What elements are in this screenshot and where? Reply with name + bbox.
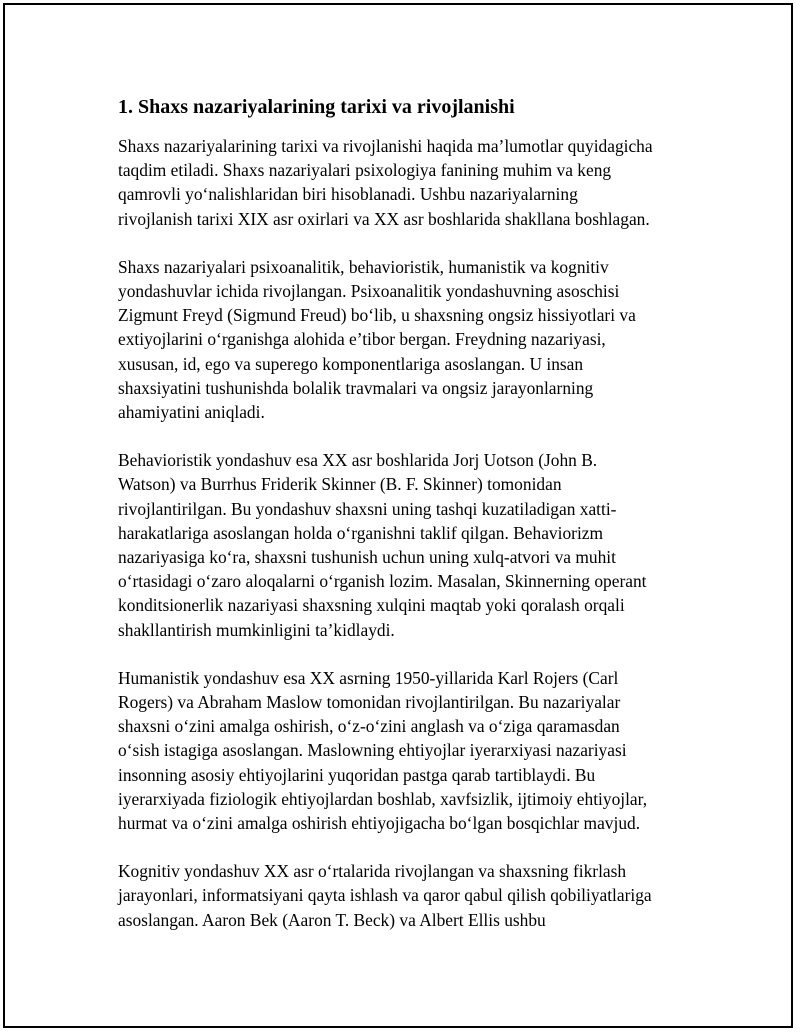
text-line: extiyojlarini o‘rganishga alohida e’tibor bergan. Freydning nazariyasi, (118, 329, 606, 350)
text-line: konditsionerlik nazariyasi shaxsning xulqini maqtab yoki qoralash orqali (118, 595, 625, 616)
text-line: Shaxs nazariyalarining tarixi va rivojlanishi haqida ma’lumotlar quyidagicha (118, 136, 653, 156)
text-line: ahamiyatini aniqladi. (118, 402, 265, 423)
paragraph-humanistic (118, 666, 698, 835)
text-line: taqdim etiladi. Shaxs nazariyalari psixologiya fanining muhim va keng (118, 160, 612, 181)
text-line: Watson) va Burrhus Friderik Skinner (B. F. Skinner) tomonidan (118, 474, 562, 495)
text-line: iyerarxiyada fiziologik ehtiyojlardan boshlab, xavfsizlik, ijtimoiy ehtiyojlar, (118, 788, 648, 809)
text-line: asoslangan. Aaron Bek (Aaron T. Beck) va Albert Ellis ushbu (118, 909, 546, 930)
text-line: nazariyasiga ko‘ra, shaxsni tushunish uchun uning xulq-atvori va muhit (118, 547, 616, 568)
text-line: shaxsiyatini tushunishda bolalik travmalari va ongsiz jarayonlarning (118, 377, 594, 398)
document-body (118, 94, 698, 956)
paragraph-behavioristic (118, 448, 698, 642)
text-line: Zigmunt Freyd (Sigmund Freud) bo‘lib, u shaxsning ongsiz hissiyotlari va (118, 305, 636, 326)
text-line: jarayonlari, informatsiyani qayta ishlash va qaror qabul qilish qobiliyatlariga (118, 885, 652, 906)
paragraph-intro (118, 134, 698, 231)
text-line: shakllantirish mumkinligini ta’kidlaydi. (118, 619, 395, 640)
paragraph-psychoanalytic (118, 255, 698, 424)
section-heading: 1. Shaxs nazariyalarining tarixi va rivojlanishi (118, 96, 515, 118)
text-line: Rogers) va Abraham Maslow tomonidan rivojlantirilgan. Bu nazariyalar (118, 692, 621, 713)
text-line: o‘rtasidagi o‘zaro aloqalarni o‘rganish lozim. Masalan, Skinnerning operant (118, 571, 647, 592)
text-line: Humanistik yondashuv esa XX asrning 1950-yillarida Karl Rojers (Carl (118, 667, 619, 688)
text-line: Behavioristik yondashuv esa XX asr boshlarida Jorj Uotson (John B. (118, 450, 598, 471)
text-line: rivojlanish tarixi XIX asr oxirlari va XX asr boshlarida shakllana boshlagan. (118, 208, 650, 229)
text-line: shaxsni o‘zini amalga oshirish, o‘z-o‘zini anglash va o‘ziga qaramasdan (118, 716, 620, 737)
text-line: Kognitiv yondashuv XX asr o‘rtalarida rivojlangan va shaxsning fikrlash (118, 861, 627, 882)
paragraph-cognitive (118, 859, 698, 932)
text-line: xususan, id, ego va superego komponentlariga asoslangan. U insan (118, 353, 584, 374)
text-line: yondashuvlar ichida rivojlangan. Psixoanalitik yondashuvning asoschisi (118, 281, 620, 302)
text-line: hurmat va o‘zini amalga oshirish ehtiyojigacha bo‘lgan bosqichlar mavjud. (118, 813, 641, 834)
text-line: rivojlantirilgan. Bu yondashuv shaxsni uning tashqi kuzatiladigan xatti- (118, 498, 617, 519)
text-line: insonning asosiy ehtiyojlarini yuqoridan pastga qarab tartiblaydi. Bu (118, 764, 596, 785)
text-line: Shaxs nazariyalari psixoanalitik, behavioristik, humanistik va kognitiv (118, 256, 609, 277)
text-line: harakatlariga asoslangan holda o‘rganishni taklif qilgan. Behaviorizm (118, 522, 604, 543)
text-line: o‘sish istagiga asoslangan. Maslowning ehtiyojlar iyerarxiyasi nazariyasi (118, 740, 627, 761)
text-line: qamrovli yo‘nalishlaridan biri hisoblanadi. Ushbu nazariyalarning (118, 184, 578, 205)
